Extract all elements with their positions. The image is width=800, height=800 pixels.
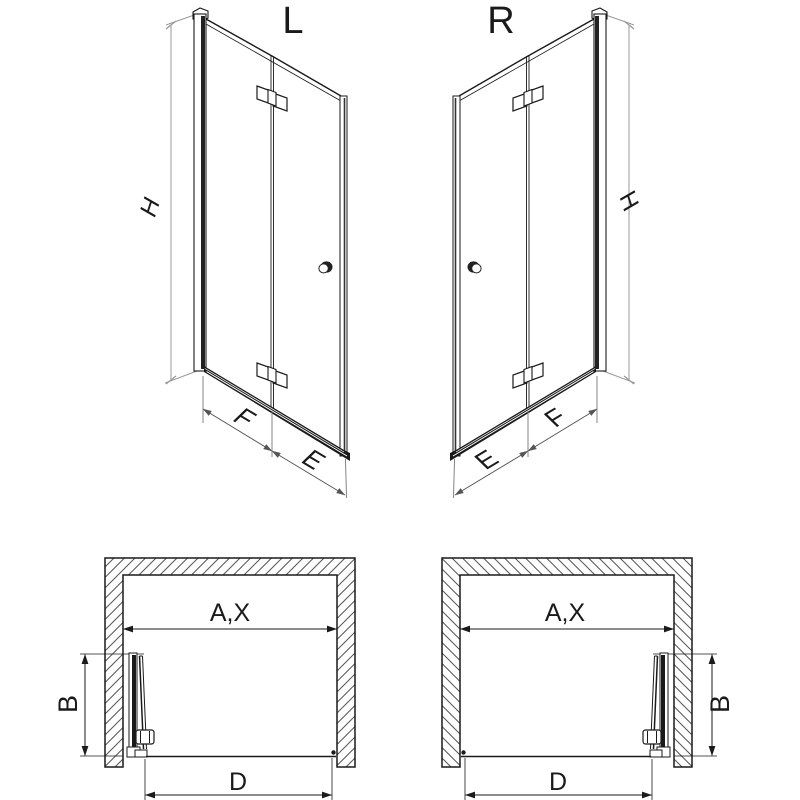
elevation-left-height-dim-label: H <box>135 192 165 223</box>
elevation-right-drawing <box>450 8 635 498</box>
plan-right-opening-dim-label: A,X <box>544 599 586 627</box>
elevation-right-fixed-width-dim-label: F <box>537 402 574 433</box>
elevation-left-fixed-width-dim-label: F <box>226 402 263 433</box>
plan-left-drawing <box>80 558 355 800</box>
elevation-left-drawing <box>165 8 350 498</box>
elevation-left-door-width-dim-label: E <box>295 444 332 475</box>
elevation-right-height-dim-label: H <box>614 186 644 217</box>
elevation-left-variant-label: L <box>282 0 304 42</box>
plan-right-depth-dim-label: B <box>705 694 735 714</box>
plan-left-width-dim-label: D <box>228 768 248 796</box>
elevation-right-variant-label: R <box>487 0 515 42</box>
plan-right-drawing <box>442 558 717 800</box>
plan-right-width-dim-label: D <box>548 768 568 796</box>
elevation-right-door-width-dim-label: E <box>468 444 505 475</box>
plan-left-depth-dim-label: B <box>53 694 83 714</box>
plan-left-opening-dim-label: A,X <box>209 599 251 627</box>
